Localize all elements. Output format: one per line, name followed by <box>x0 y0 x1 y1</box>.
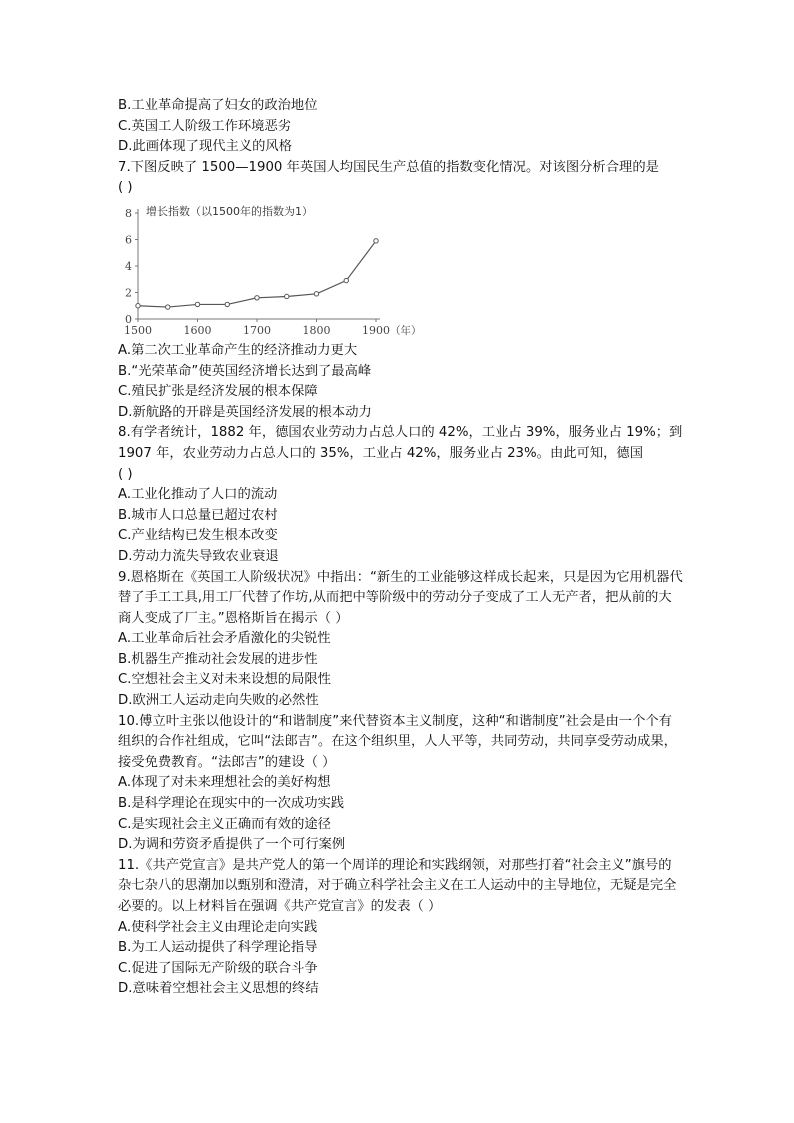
x-axis-label: （年） <box>390 324 422 337</box>
q11-stem: 11.《共产党宣言》是共产党人的第一个周详的理论和实践纲领，对那些打着“社会主义”旗号的杂七杂八的思潮加以甄别和澄清，对于确立科学社会主义在工人运动中的主导地位，无疑是完全必要的。以上材料旨在强调《共产党宣言》的发表（ ） <box>118 857 677 914</box>
q11-option-b: B.为工人运动提供了科学理论指导 <box>118 940 318 956</box>
q8-stem: 8.有学者统计，1882 年，德国农业劳动力占总人口的 42%，工业占 39%，服务业占 19%；到 1907 年，农业劳动力占总人口的 35%，工业占 42%，服务业占 23%。由此可知，德国 <box>118 425 683 461</box>
q9-option-d: D.欧洲工人运动走向失败的必然性 <box>118 693 319 709</box>
x-tick-label: 1600 <box>183 323 212 337</box>
q11-option-d: D.意味着空想社会主义思想的终结 <box>118 981 319 997</box>
data-point <box>225 302 229 306</box>
q7-option-b: B.“光荣革命”使英国经济增长达到了最高峰 <box>118 363 372 379</box>
q10-option-b: B.是科学理论在现实中的一次成功实践 <box>118 796 345 812</box>
q8-option-b: B.城市人口总量已超过农村 <box>118 507 278 523</box>
x-tick-label: 1700 <box>243 323 271 337</box>
q7-stem: 7.下图反映了 1500—1900 年英国人均国民生产总值的指数变化情况。对该图分析合理的是 <box>118 159 659 175</box>
q7-option-d: D.新航路的开辟是英国经济发展的根本动力 <box>118 404 372 420</box>
data-point <box>166 305 170 309</box>
y-tick-label: 6 <box>125 233 132 247</box>
x-tick-label: 1800 <box>302 323 331 337</box>
q9-option-c: C.空想社会主义对未来设想的局限性 <box>118 672 331 688</box>
q11-option-c: C.促进了国际无产阶级的联合斗争 <box>118 960 318 976</box>
data-point <box>136 304 140 308</box>
y-tick-label: 2 <box>125 286 132 300</box>
q7-option-a: A.第二次工业革命产生的经济推动力更大 <box>118 342 358 358</box>
q9-option-b: B.机器生产推动社会发展的进步性 <box>118 651 318 667</box>
q7-line-chart <box>118 201 422 341</box>
q7-option-c: C.殖民扩张是经济发展的根本保障 <box>118 384 318 400</box>
q8-option-d: D.劳动力流失导致农业衰退 <box>118 548 279 564</box>
q11-option-a: A.使科学社会主义由理论走向实践 <box>118 919 318 935</box>
q7-chart <box>118 201 422 341</box>
q6-option-d: D.此画体现了现代主义的风格 <box>118 139 293 155</box>
q7-answer-paren: ( ) <box>118 180 133 196</box>
q10-option-a: A.体现了对未来理想社会的美好构想 <box>118 775 331 791</box>
y-tick-label: 4 <box>125 259 132 273</box>
q10-stem: 10.傅立叶主张以他设计的“和谐制度”来代替资本主义制度，这种“和谐制度”社会是由一个个有组织的合作社组成，它叫“法郎吉”。在这个组织里，人人平等，共同劳动，共同享受劳动成果，接受免费教育。“法郎吉”的建设（ ） <box>118 713 677 770</box>
q10-option-c: C.是实现社会主义正确而有效的途径 <box>118 816 331 832</box>
q6-option-b: B.工业革命提高了妇女的政治地位 <box>118 98 318 113</box>
data-point <box>285 294 289 298</box>
x-tick-label: 1500 <box>124 323 152 337</box>
q8-option-c: C.产业结构已发生根本改变 <box>118 528 278 544</box>
q8-option-a: A.工业化推动了人口的流动 <box>118 487 278 503</box>
chart-title: 增长指数（以1500年的指数为1） <box>146 204 313 218</box>
q6-option-c: C.英国工人阶级工作环境恶劣 <box>118 118 292 134</box>
q8-answer-paren: ( ) <box>118 466 133 482</box>
y-tick-label: 0 <box>125 312 132 326</box>
q10-option-d: D.为调和劳资矛盾提供了一个可行案例 <box>118 837 346 853</box>
data-point <box>344 278 348 282</box>
data-point <box>195 302 199 306</box>
data-point <box>314 292 318 296</box>
q9-stem: 9.恩格斯在《英国工人阶级状况》中指出：“新生的工业能够这样成长起来，只是因为它用机器代替了手工工具,用工厂代替了作坊,从而把中等阶级中的劳动分子变成了工人无产者，把从前的大商人变成了厂主。”恩格斯旨在揭示（ ） <box>118 569 683 626</box>
x-tick-label: 1900 <box>362 323 390 337</box>
q9-option-a: A.工业革命后社会矛盾激化的尖锐性 <box>118 631 331 647</box>
data-point <box>255 296 259 300</box>
page-content <box>118 96 683 1000</box>
y-tick-label: 8 <box>125 206 132 220</box>
data-point <box>374 239 378 243</box>
